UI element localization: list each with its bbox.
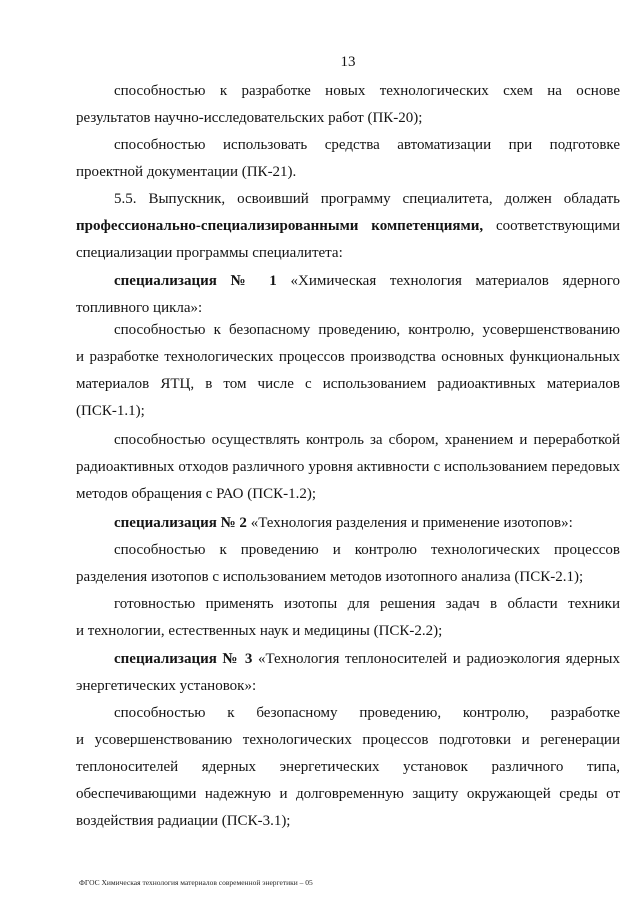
text-line: [76, 213, 620, 240]
text-line: [76, 564, 620, 591]
text-line: [76, 618, 620, 645]
text-line: [76, 268, 620, 295]
text-line: [76, 159, 620, 186]
bold-text-segment: специализация № 1: [114, 273, 277, 289]
text-segment: энергетических установок»:: [76, 678, 257, 694]
paragraph-3: [76, 186, 620, 267]
text-line: [76, 78, 620, 105]
text-line: [76, 673, 620, 700]
paragraph-6: [76, 427, 620, 508]
bold-text-segment: специализация № 2: [114, 515, 247, 531]
text-segment: обеспечивающими надежную и долговременную защиту окружающей среды от: [76, 786, 620, 802]
text-segment: 5.5. Выпускник, освоивший программу специалитета, должен обладать: [114, 191, 620, 207]
text-segment: методов обращения с РАО (ПСК-1.2);: [76, 486, 316, 502]
page-number: 13: [340, 54, 356, 70]
text-segment: разделения изотопов с использованием методов изотопного анализа (ПСК-2.1);: [76, 569, 584, 585]
text-line: [76, 754, 620, 781]
text-line: [76, 105, 620, 132]
text-line: [76, 646, 620, 673]
footer-text: ФГОС Химическая технология материалов современной энергетики – 05: [79, 878, 313, 887]
text-segment: готовностью применять изотопы для решения задач в области техники: [114, 596, 620, 612]
text-segment: способностью к безопасному проведению, контролю, усовершенствованию: [114, 322, 620, 338]
paragraph-10: [76, 646, 620, 700]
paragraph-7: [76, 510, 620, 537]
text-segment: теплоносителей ядерных энергетических установок различного типа,: [76, 759, 620, 775]
text-line: [76, 427, 620, 454]
text-line: [76, 398, 620, 425]
text-line: [76, 808, 620, 835]
text-segment: способностью к проведению и контролю технологических процессов: [114, 542, 620, 558]
text-segment: специализации программы специалитета:: [76, 245, 343, 261]
text-segment: топливного цикла»:: [76, 300, 203, 316]
text-segment: результатов научно-исследовательских работ (ПК-20);: [76, 110, 423, 126]
text-line: [76, 591, 620, 618]
text-segment: способностью осуществлять контроль за сбором, хранением и переработкой: [114, 432, 620, 448]
text-line: [76, 510, 620, 537]
text-segment: проектной документации (ПК-21).: [76, 164, 297, 180]
paragraph-5: [76, 317, 620, 425]
text-line: [76, 454, 620, 481]
text-segment: способностью к безопасному проведению, контролю, разработке: [114, 705, 620, 721]
text-line: [76, 371, 620, 398]
text-line: [76, 727, 620, 754]
text-segment: способностью к разработке новых технологических схем на основе: [114, 83, 620, 99]
text-line: [76, 186, 620, 213]
text-segment: «Технология разделения и применение изотопов»:: [246, 515, 573, 531]
paragraph-9: [76, 591, 620, 645]
text-line: [76, 132, 620, 159]
text-segment: воздействия радиации (ПСК-3.1);: [76, 813, 291, 829]
text-segment: (ПСК-1.1);: [76, 403, 145, 419]
text-segment: и усовершенствованию технологических процессов подготовки и регенерации: [76, 732, 620, 748]
text-segment: способностью использовать средства автоматизации при подготовке: [114, 137, 620, 153]
paragraph-11: [76, 700, 620, 835]
text-line: [76, 240, 620, 267]
text-line: [76, 700, 620, 727]
bold-text-segment: специализация № 3: [114, 651, 253, 667]
text-segment: соответствующими: [483, 218, 620, 234]
text-line: [76, 344, 620, 371]
text-segment: «Технология теплоносителей и радиоэкология ядерных: [252, 651, 621, 667]
paragraph-2: [76, 132, 620, 186]
text-segment: радиоактивных отходов различного уровня активности с использованием передовых: [76, 459, 620, 475]
text-line: [76, 537, 620, 564]
paragraph-4: [76, 268, 620, 322]
text-line: [76, 481, 620, 508]
bold-text-segment: профессионально-специализированными компетенциями,: [76, 218, 484, 234]
text-segment: и технологии, естественных наук и медицины (ПСК-2.2);: [76, 623, 443, 639]
text-segment: и разработке технологических процессов производства основных функциональных: [76, 349, 620, 365]
text-segment: материалов ЯТЦ, в том числе с использованием радиоактивных материалов: [76, 376, 620, 392]
paragraph-1: [76, 78, 620, 132]
text-line: [76, 317, 620, 344]
text-segment: «Химическая технология материалов ядерного: [276, 273, 620, 289]
paragraph-8: [76, 537, 620, 591]
text-line: [76, 781, 620, 808]
